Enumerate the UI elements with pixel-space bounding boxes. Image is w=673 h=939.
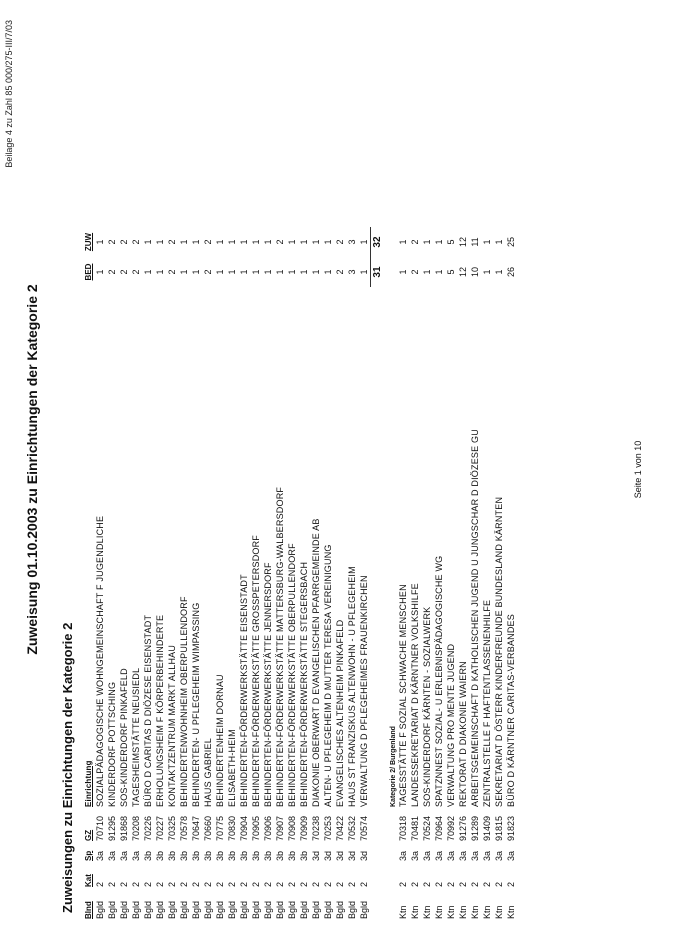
table-row (250, 179, 262, 919)
cell-bed: 2 (167, 269, 177, 275)
cell-bed: 1 (494, 269, 504, 275)
cell-gz: 70904 (239, 815, 249, 841)
cell-zuw: 1 (191, 239, 201, 245)
cell-gz: 91289 (470, 815, 480, 841)
table-row (178, 179, 190, 919)
cell-gz: 70422 (335, 815, 345, 841)
table-row (142, 179, 154, 919)
table-row (298, 179, 310, 919)
cell-einrichtung: BEHINDERTEN-FÖRDERWERKSTÄTTE OBERPULLENDORF (287, 543, 297, 807)
cell-einrichtung: BEHINDERTEN-FÖRDERWERKSTÄTTE MATTERSBURG-WALBERSDORF (275, 486, 285, 807)
cell-bundesland: Ktn (434, 905, 444, 919)
table-row (166, 179, 178, 919)
cell-gz: 70906 (263, 815, 273, 841)
cell-kategorie: 2 (287, 881, 297, 887)
cell-gz: 70574 (359, 815, 369, 841)
cell-kategorie: 2 (227, 881, 237, 887)
cell-sparte: 3a (482, 850, 492, 861)
cell-gz: 91823 (506, 815, 516, 841)
cell-zuw: 11 (470, 237, 480, 247)
cell-bundesland: Ktn (506, 905, 516, 919)
cell-bed: 1 (191, 269, 201, 275)
cell-bundesland: Bgld (155, 900, 165, 919)
group1-total-bed: 31 (371, 266, 383, 278)
table-row (154, 179, 166, 919)
cell-zuw: 2 (275, 239, 285, 245)
cell-bed: 2 (119, 269, 129, 275)
cell-bed: 1 (434, 269, 444, 275)
table-row (457, 179, 469, 919)
section-title: Zuweisungen zu Einrichtungen der Kategorie 2 (60, 622, 75, 913)
cell-bundesland: Ktn (446, 905, 456, 919)
cell-bed: 2 (131, 269, 141, 275)
group-label: Kategorie 2/ Burgenland (390, 726, 397, 807)
cell-einrichtung: BEHINDERTEN-FÖRDERWERKSTÄTTE STEGERSBACH (299, 561, 309, 807)
cell-sparte: 3a (458, 850, 468, 861)
header-einrichtung: Einrichtung (83, 760, 93, 807)
cell-kategorie: 2 (434, 881, 444, 887)
cell-kategorie: 2 (299, 881, 309, 887)
cell-bundesland: Bgld (311, 900, 321, 919)
cell-sparte: 3a (470, 850, 480, 861)
table-row (493, 179, 505, 919)
cell-zuw: 12 (458, 237, 468, 248)
cell-gz: 70908 (287, 815, 297, 841)
cell-kategorie: 2 (275, 881, 285, 887)
cell-zuw: 1 (494, 239, 504, 245)
cell-sparte: 3a (494, 850, 504, 861)
page-footer: Seite 1 von 10 (633, 440, 643, 499)
cell-bed: 1 (323, 269, 333, 275)
cell-sparte: 3b (251, 850, 261, 861)
cell-zuw: 3 (347, 239, 357, 245)
cell-sparte: 3d (323, 850, 333, 861)
cell-gz: 91409 (482, 815, 492, 841)
cell-einrichtung: SOS-KINDERDORF KÄRNTEN - SOZIALWERK (422, 606, 432, 807)
cell-bed: 2 (410, 269, 420, 275)
cell-sparte: 3a (506, 850, 516, 861)
cell-bed: 10 (470, 267, 480, 278)
cell-bundesland: Bgld (107, 900, 117, 919)
table-row (445, 179, 457, 919)
table-row (505, 179, 517, 919)
table-row (190, 179, 202, 919)
cell-gz: 70208 (131, 815, 141, 841)
cell-zuw: 2 (131, 239, 141, 245)
cell-bed: 1 (239, 269, 249, 275)
cell-kategorie: 2 (335, 881, 345, 887)
beilage-reference: Beilage 4 zu Zahl 85 000/275-III/7/03 (4, 20, 14, 168)
cell-kategorie: 2 (458, 881, 468, 887)
cell-kategorie: 2 (95, 881, 105, 887)
cell-sparte: 3b (299, 850, 309, 861)
cell-bed: 1 (251, 269, 261, 275)
table-row (226, 179, 238, 919)
cell-sparte: 3b (287, 850, 297, 861)
header-kategorie: Kat (83, 874, 93, 887)
table-row (358, 179, 370, 919)
cell-zuw: 1 (299, 239, 309, 245)
table-row (334, 179, 346, 919)
cell-sparte: 3d (311, 850, 321, 861)
cell-zuw: 1 (359, 239, 369, 245)
cell-sparte: 3a (131, 850, 141, 861)
cell-zuw: 1 (482, 239, 492, 245)
cell-zuw: 2 (119, 239, 129, 245)
cell-bundesland: Bgld (227, 900, 237, 919)
cell-zuw: 5 (446, 239, 456, 245)
cell-bed: 1 (95, 269, 105, 275)
cell-kategorie: 2 (119, 881, 129, 887)
cell-bed: 2 (107, 269, 117, 275)
cell-bundesland: Bgld (131, 900, 141, 919)
table-row (94, 179, 106, 919)
cell-einrichtung: LANDESSEKRETARIAT D KÄRNTNER VOLKSHILFE (410, 583, 420, 807)
allocation-table (82, 179, 517, 919)
table-header (82, 179, 94, 919)
cell-einrichtung: TAGESSTÄTTE F SOZIAL SCHWACHE MENSCHEN (398, 584, 408, 807)
cell-kategorie: 2 (167, 881, 177, 887)
cell-kategorie: 2 (191, 881, 201, 887)
cell-kategorie: 2 (239, 881, 249, 887)
cell-einrichtung: BEHINDERTEN-FÖRDERWERKSTÄTTE EISENSTADT (239, 574, 249, 807)
cell-zuw: 2 (167, 239, 177, 245)
cell-sparte: 3b (203, 850, 213, 861)
cell-bundesland: Ktn (398, 905, 408, 919)
cell-bundesland: Ktn (482, 905, 492, 919)
cell-bundesland: Bgld (263, 900, 273, 919)
group-burgenland (94, 179, 370, 919)
cell-einrichtung: EVANGELISCHES ALTENHEIM PINKAFELD (335, 619, 345, 807)
cell-kategorie: 2 (410, 881, 420, 887)
cell-bundesland: Bgld (359, 900, 369, 919)
cell-einrichtung: ZENTRALSTELLE F HAFTENTLASSENENHILFE (482, 599, 492, 807)
cell-einrichtung: REKTORAT D DIAKONIE WAIERN (458, 661, 468, 807)
cell-kategorie: 2 (215, 881, 225, 887)
cell-kategorie: 2 (311, 881, 321, 887)
cell-bed: 1 (422, 269, 432, 275)
cell-bed: 26 (506, 267, 516, 278)
cell-einrichtung: BEHINDERTEN- U PFLEGEHEIM WIMPASSING (191, 602, 201, 807)
cell-einrichtung: VERWALTUNG PRO MENTE JUGEND (446, 643, 456, 807)
cell-zuw: 1 (287, 239, 297, 245)
cell-sparte: 3d (359, 850, 369, 861)
table-row (397, 179, 409, 919)
header-gz: GZ (83, 829, 93, 841)
cell-bundesland: Bgld (95, 900, 105, 919)
table-row (481, 179, 493, 919)
cell-einrichtung: BÜRO D KÄRNTNER CARITAS-VERBANDES (506, 614, 516, 807)
cell-zuw: 2 (410, 239, 420, 245)
cell-gz: 70318 (398, 815, 408, 841)
table-row (310, 179, 322, 919)
cell-gz: 70227 (155, 815, 165, 841)
cell-bed: 1 (482, 269, 492, 275)
cell-einrichtung: ERHOLUNGSHEIM F KÖRPERBEHINDERTE (155, 614, 165, 807)
cell-sparte: 3d (347, 850, 357, 861)
cell-bed: 1 (398, 269, 408, 275)
cell-einrichtung: KONTAKTZENTRUM MARKT ALLHAU (167, 644, 177, 807)
cell-kategorie: 2 (446, 881, 456, 887)
cell-gz: 91868 (119, 815, 129, 841)
cell-sparte: 3b (155, 850, 165, 861)
cell-sparte: 3a (107, 850, 117, 861)
cell-einrichtung: HAUS ST FRANZISKUS ALTENWOHN - U PFLEGEHEIM (347, 566, 357, 807)
cell-kategorie: 2 (482, 881, 492, 887)
group1-total-row (370, 227, 383, 287)
cell-kategorie: 2 (155, 881, 165, 887)
cell-bed: 1 (227, 269, 237, 275)
cell-gz: 70710 (95, 815, 105, 841)
cell-kategorie: 2 (263, 881, 273, 887)
cell-gz: 70238 (311, 815, 321, 841)
cell-gz: 70909 (299, 815, 309, 841)
cell-sparte: 3b (191, 850, 201, 861)
cell-einrichtung: BEHINDERTENHEIM DORNAU (215, 674, 225, 807)
cell-zuw: 1 (179, 239, 189, 245)
table-row (346, 179, 358, 919)
cell-sparte: 3b (143, 850, 153, 861)
cell-kategorie: 2 (251, 881, 261, 887)
table-row (106, 179, 118, 919)
cell-einrichtung: SOS-KINDERDORF PINKAFELD (119, 668, 129, 807)
cell-einrichtung: KINDERDORF POTTSCHING (107, 681, 117, 807)
cell-gz: 70964 (434, 815, 444, 841)
cell-einrichtung: TAGESHEIMSTÄTTE NEUSIEDL (131, 667, 141, 807)
cell-zuw: 1 (311, 239, 321, 245)
cell-gz: 70481 (410, 815, 420, 841)
cell-einrichtung: SPATZNNEST SOZIAL- U ERLEBNISPÄDAGOGISCHE WG (434, 555, 444, 807)
cell-bed: 1 (275, 269, 285, 275)
cell-kategorie: 2 (398, 881, 408, 887)
cell-sparte: 3b (215, 850, 225, 861)
table-row (409, 179, 421, 919)
cell-zuw: 1 (155, 239, 165, 245)
cell-sparte: 3a (446, 850, 456, 861)
cell-bed: 1 (155, 269, 165, 275)
cell-bundesland: Bgld (299, 900, 309, 919)
cell-gz: 70830 (227, 815, 237, 841)
cell-einrichtung: BEHINDERTEN-FÖRDERWERKSTÄTTE GROSSPETERSDORF (251, 535, 261, 807)
cell-zuw: 1 (95, 239, 105, 245)
cell-zuw: 1 (323, 239, 333, 245)
cell-gz: 70775 (215, 815, 225, 841)
cell-sparte: 3a (119, 850, 129, 861)
cell-bundesland: Bgld (215, 900, 225, 919)
table-row (214, 179, 226, 919)
cell-sparte: 3a (422, 850, 432, 861)
cell-kategorie: 2 (203, 881, 213, 887)
cell-bundesland: Bgld (203, 900, 213, 919)
cell-gz: 70226 (143, 815, 153, 841)
cell-gz: 91815 (494, 815, 504, 841)
cell-bundesland: Bgld (275, 900, 285, 919)
cell-gz: 70907 (275, 815, 285, 841)
cell-kategorie: 2 (107, 881, 117, 887)
cell-gz: 91276 (458, 815, 468, 841)
cell-gz: 70253 (323, 815, 333, 841)
table-row (433, 179, 445, 919)
cell-kategorie: 2 (359, 881, 369, 887)
table-row (262, 179, 274, 919)
cell-sparte: 3b (275, 850, 285, 861)
cell-sparte: 3d (335, 850, 345, 861)
cell-sparte: 3b (227, 850, 237, 861)
cell-bundesland: Bgld (347, 900, 357, 919)
cell-zuw: 1 (422, 239, 432, 245)
cell-sparte: 3a (95, 850, 105, 861)
cell-sparte: 3a (434, 850, 444, 861)
cell-bundesland: Bgld (167, 900, 177, 919)
cell-gz: 70578 (179, 815, 189, 841)
cell-zuw: 1 (143, 239, 153, 245)
cell-sparte: 3a (398, 850, 408, 861)
table-row (421, 179, 433, 919)
cell-sparte: 3b (239, 850, 249, 861)
cell-bundesland: Bgld (323, 900, 333, 919)
cell-einrichtung: SEKRETARIAT D ÖSTERR KINDERFREUNDE BUNDESLAND KÄRNTEN (494, 496, 504, 807)
cell-zuw: 2 (335, 239, 345, 245)
cell-gz: 70905 (251, 815, 261, 841)
cell-bed: 1 (179, 269, 189, 275)
cell-zuw: 1 (227, 239, 237, 245)
cell-kategorie: 2 (143, 881, 153, 887)
cell-bed: 5 (446, 269, 456, 275)
header-bundesland: Blnd (83, 901, 93, 919)
cell-einrichtung: SOZIALPÄDAGOGISCHE WOHNGEMEINSCHAFT F JUGENDLICHE (95, 515, 105, 807)
cell-bundesland: Bgld (119, 900, 129, 919)
cell-zuw: 1 (251, 239, 261, 245)
cell-zuw: 1 (398, 239, 408, 245)
cell-kategorie: 2 (323, 881, 333, 887)
cell-zuw: 1 (239, 239, 249, 245)
cell-bundesland: Bgld (335, 900, 345, 919)
cell-bed: 3 (347, 269, 357, 275)
cell-einrichtung: ELISABETH-HEIM (227, 729, 237, 807)
cell-gz: 70647 (191, 815, 201, 841)
cell-kategorie: 2 (179, 881, 189, 887)
table-row (202, 179, 214, 919)
cell-bundesland: Ktn (470, 905, 480, 919)
cell-einrichtung: BEHINDERTEN-FÖRDERWERKSTÄTTE JENNERSDORF (263, 562, 273, 807)
table-row (238, 179, 250, 919)
cell-kategorie: 2 (506, 881, 516, 887)
cell-zuw: 1 (434, 239, 444, 245)
cell-gz: 91295 (107, 815, 117, 841)
cell-einrichtung: DIAKONIE OBERWART D EVANGELISCHEN PFARRGEMEINDE AB (311, 518, 321, 807)
cell-bed: 1 (143, 269, 153, 275)
cell-kategorie: 2 (422, 881, 432, 887)
table-row (286, 179, 298, 919)
table-row (118, 179, 130, 919)
table-row (274, 179, 286, 919)
cell-bundesland: Bgld (179, 900, 189, 919)
cell-zuw: 25 (506, 237, 516, 248)
cell-bed: 1 (359, 269, 369, 275)
cell-einrichtung: BEHINDERTENWOHNHEIM OBERPULLENDORF (179, 596, 189, 807)
cell-bundesland: Ktn (494, 905, 504, 919)
cell-bed: 1 (287, 269, 297, 275)
cell-sparte: 3b (167, 850, 177, 861)
table-row (130, 179, 142, 919)
cell-bed: 1 (311, 269, 321, 275)
cell-sparte: 3b (263, 850, 273, 861)
cell-gz: 70532 (347, 815, 357, 841)
cell-bed: 12 (458, 267, 468, 278)
cell-zuw: 1 (263, 239, 273, 245)
cell-bundesland: Ktn (422, 905, 432, 919)
cell-bundesland: Ktn (410, 905, 420, 919)
cell-kategorie: 2 (470, 881, 480, 887)
main-title: Zuweisung 01.10.2003 zu Einrichtungen der Kategorie 2 (24, 284, 40, 655)
cell-bed: 2 (335, 269, 345, 275)
cell-bundesland: Bgld (251, 900, 261, 919)
cell-bed: 2 (203, 269, 213, 275)
cell-bed: 1 (299, 269, 309, 275)
cell-gz: 70992 (446, 815, 456, 841)
group1-total-zuw: 32 (371, 236, 383, 248)
cell-gz: 70325 (167, 815, 177, 841)
cell-gz: 70524 (422, 815, 432, 841)
cell-bundesland: Ktn (458, 905, 468, 919)
cell-bundesland: Bgld (287, 900, 297, 919)
cell-bundesland: Bgld (191, 900, 201, 919)
group-kaernten (397, 179, 517, 919)
cell-bundesland: Bgld (239, 900, 249, 919)
table-row (322, 179, 334, 919)
cell-einrichtung: VERWALTUNG D PFLEGEHEIMES FRAUENKIRCHEN (359, 575, 369, 807)
cell-bed: 1 (263, 269, 273, 275)
cell-einrichtung: BÜRO D CARITAS D DIÖZESE EISENSTADT (143, 614, 153, 807)
cell-bed: 1 (215, 269, 225, 275)
cell-kategorie: 2 (494, 881, 504, 887)
cell-gz: 70660 (203, 815, 213, 841)
header-sparte: Sp (83, 850, 93, 861)
cell-kategorie: 2 (347, 881, 357, 887)
cell-zuw: 2 (203, 239, 213, 245)
cell-sparte: 3a (410, 850, 420, 861)
header-zuw: ZUW (83, 232, 93, 252)
cell-sparte: 3b (179, 850, 189, 861)
cell-einrichtung: ALTEN- U PFLEGEHEIM D MUTTER TERESA VEREINIGUNG (323, 544, 333, 807)
cell-einrichtung: HAUS GABRIEL (203, 738, 213, 807)
cell-einrichtung: ARBEITSGEMEINSCHAFT D KATHOLISCHEN JUGEND U JUNGSCHAR D DIÖZESE GU (470, 429, 480, 807)
cell-kategorie: 2 (131, 881, 141, 887)
table-row (469, 179, 481, 919)
header-bed: BED (83, 263, 93, 281)
cell-zuw: 1 (215, 239, 225, 245)
cell-zuw: 2 (107, 239, 117, 245)
cell-bundesland: Bgld (143, 900, 153, 919)
